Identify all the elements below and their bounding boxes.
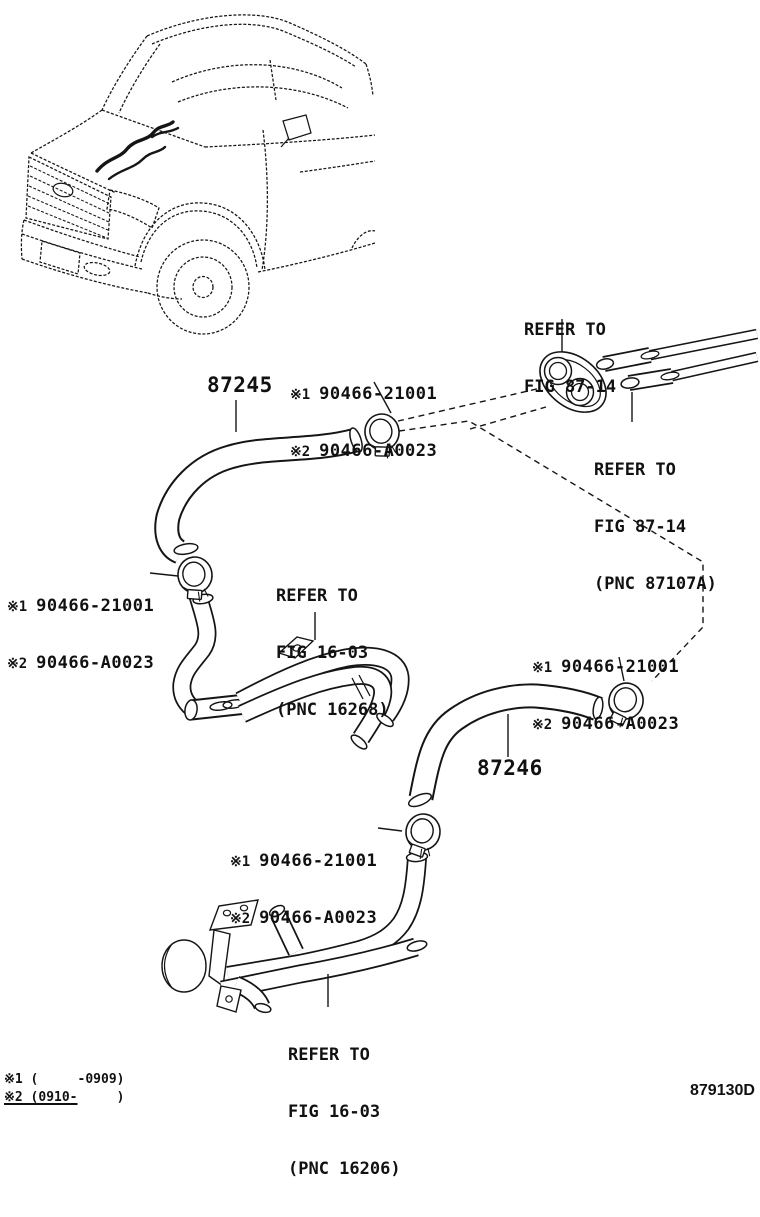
clamp-number-1: 90466-21001 (259, 851, 378, 871)
part-number-87245[interactable]: 87245 (207, 373, 273, 397)
refer-line: REFER TO (524, 320, 606, 340)
footnote-ref-1: ※1 (230, 854, 251, 870)
refer-line: REFER TO (276, 586, 358, 606)
footnote-production-period-2[interactable] (4, 1089, 124, 1107)
footnote-ref-1: ※1 (7, 599, 28, 615)
refer-fig-16-03-pnc-16206[interactable] (288, 1008, 401, 1217)
engine-bay-hoses-highlight (97, 122, 178, 179)
clamp-part-numbers-top[interactable] (290, 346, 437, 498)
clamp-number-2: 90466-A0023 (319, 441, 438, 461)
footnote-2-link[interactable]: ※2 (0910- (4, 1090, 78, 1105)
refer-line: (PNC 16206) (288, 1159, 401, 1179)
refer-line: FIG 87-14 (594, 517, 687, 537)
footnote-ref-2: ※2 (532, 717, 553, 733)
part-number-87246[interactable]: 87246 (477, 756, 543, 780)
footnote-ref-2: ※2 (230, 911, 251, 927)
refer-fig-87-14-pnc-87107a[interactable] (594, 423, 717, 632)
footnote-ref-2: ※2 (7, 656, 28, 672)
refer-line: FIG 87-14 (524, 377, 617, 397)
clamp-part-numbers-lower[interactable] (230, 813, 377, 965)
clamp-number-1: 90466-21001 (561, 657, 680, 677)
clamp-number-2: 90466-A0023 (36, 653, 155, 673)
refer-fig-16-03-pnc-16268[interactable] (276, 549, 389, 758)
heater-pipes-drawing (596, 334, 757, 389)
refer-line: REFER TO (594, 460, 676, 480)
clamp-lower-drawing (402, 812, 442, 861)
footnote-ref-1: ※1 (532, 660, 553, 676)
footnote-2-tail: ) (77, 1090, 125, 1105)
footnote-production-period-1: ※1 ( -0909) (4, 1072, 125, 1087)
footnote-ref-2: ※2 (290, 444, 311, 460)
figure-code: 879130D (690, 1082, 755, 1099)
clamp-part-numbers-left[interactable] (7, 558, 154, 710)
clamp-number-2: 90466-A0023 (259, 908, 378, 928)
refer-line: (PNC 16268) (276, 700, 389, 720)
clamp-number-1: 90466-21001 (319, 384, 438, 404)
refer-line: FIG 16-03 (276, 643, 369, 663)
vehicle-sketch (21, 15, 375, 334)
clamp-part-numbers-right[interactable] (532, 619, 679, 771)
footnote-ref-1: ※1 (290, 387, 311, 403)
refer-line: FIG 16-03 (288, 1102, 381, 1122)
refer-line: REFER TO (288, 1045, 370, 1065)
clamp-number-1: 90466-21001 (36, 596, 155, 616)
clamp-number-2: 90466-A0023 (561, 714, 680, 734)
refer-line: (PNC 87107A) (594, 574, 717, 594)
refer-fig-87-14[interactable] (524, 283, 616, 435)
